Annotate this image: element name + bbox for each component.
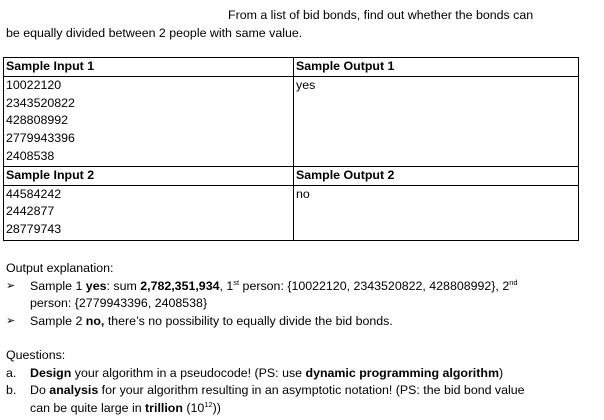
question-text: your algorithm in a pseudocode! (PS: use [71, 365, 306, 380]
question-text: Do [30, 383, 50, 397]
bullet-text: : sum [106, 278, 141, 293]
sample-input-1-cell [4, 58, 294, 167]
list-marker: b. [6, 383, 17, 397]
sample-output-1-header: Sample Output 1 [294, 58, 578, 77]
bullet-text: person: {10022120, 2343520822, 428808992}, 2 [239, 278, 510, 293]
bullet-text: there’s no possibility to equally divide the bid bonds. [104, 313, 393, 328]
question-bold: trillion [145, 400, 183, 415]
ordinal-superscript: st [233, 277, 240, 287]
arrow-bullet-icon: ➢ [6, 279, 16, 292]
bullet-text: , 1 [219, 278, 234, 293]
sample-input-2-cell [4, 166, 294, 240]
output-2-value: no [296, 186, 310, 201]
input-1-value: 10022120 [6, 77, 62, 92]
sample-input-1-header: Sample Input 1 [4, 58, 293, 77]
question-b [6, 382, 596, 417]
exponent-superscript: 12 [204, 399, 213, 409]
bullet-bold-no: no, [85, 313, 105, 328]
sample-output-2-header: Sample Output 2 [294, 167, 578, 186]
bullet-text: person: {2779943396, 2408538} [30, 296, 208, 310]
sample-input-2-header: Sample Input 2 [4, 167, 293, 186]
list-marker: a. [6, 365, 17, 380]
sum-value: 2,782,351,934 [140, 278, 220, 293]
question-bold: dynamic programming algorithm [305, 365, 499, 380]
samples-table [3, 57, 579, 241]
ordinal-superscript: nd [509, 277, 518, 287]
input-2-value: 44584242 [6, 186, 62, 201]
input-2-value: 28779743 [6, 222, 62, 237]
output-1-value: yes [296, 77, 316, 92]
arrow-bullet-icon: ➢ [6, 314, 16, 327]
input-2-value: 2442877 [6, 204, 55, 219]
question-text: for your algorithm resulting in an asymptotic notation! (PS: the bid bond value [98, 383, 525, 397]
question-text: can be quite large in [30, 400, 146, 415]
question-text: (10 [182, 400, 205, 415]
bullet-text: Sample 1 [30, 278, 86, 293]
output-explanation [6, 260, 596, 330]
input-1-value: 2779943396 [6, 131, 75, 146]
sample-output-2-cell [294, 166, 579, 240]
input-1-value: 428808992 [6, 113, 69, 128]
explanation-heading: Output explanation: [6, 261, 114, 275]
sample-row-2 [4, 166, 579, 240]
questions-section [6, 347, 596, 417]
question-text: )) [212, 400, 221, 415]
explanation-bullet-2 [6, 313, 596, 331]
intro-line-2: be equally divided between 2 people with same value. [6, 26, 303, 40]
question-text: ) [498, 365, 504, 380]
input-1-value: 2343520822 [6, 95, 75, 110]
input-1-value: 2408538 [6, 148, 55, 163]
questions-heading: Questions: [6, 348, 66, 362]
bullet-bold-yes: yes [85, 278, 107, 293]
question-a [6, 365, 596, 383]
bullet-text: Sample 2 [30, 313, 86, 328]
explanation-bullet-1 [6, 278, 596, 313]
question-bold: Design [30, 365, 72, 380]
intro-line-1: From a list of bid bonds, find out whether the bonds can [228, 8, 534, 22]
question-bold: analysis [49, 383, 99, 397]
sample-output-1-cell [294, 58, 579, 167]
sample-row-1 [4, 58, 579, 167]
problem-statement [6, 6, 586, 42]
